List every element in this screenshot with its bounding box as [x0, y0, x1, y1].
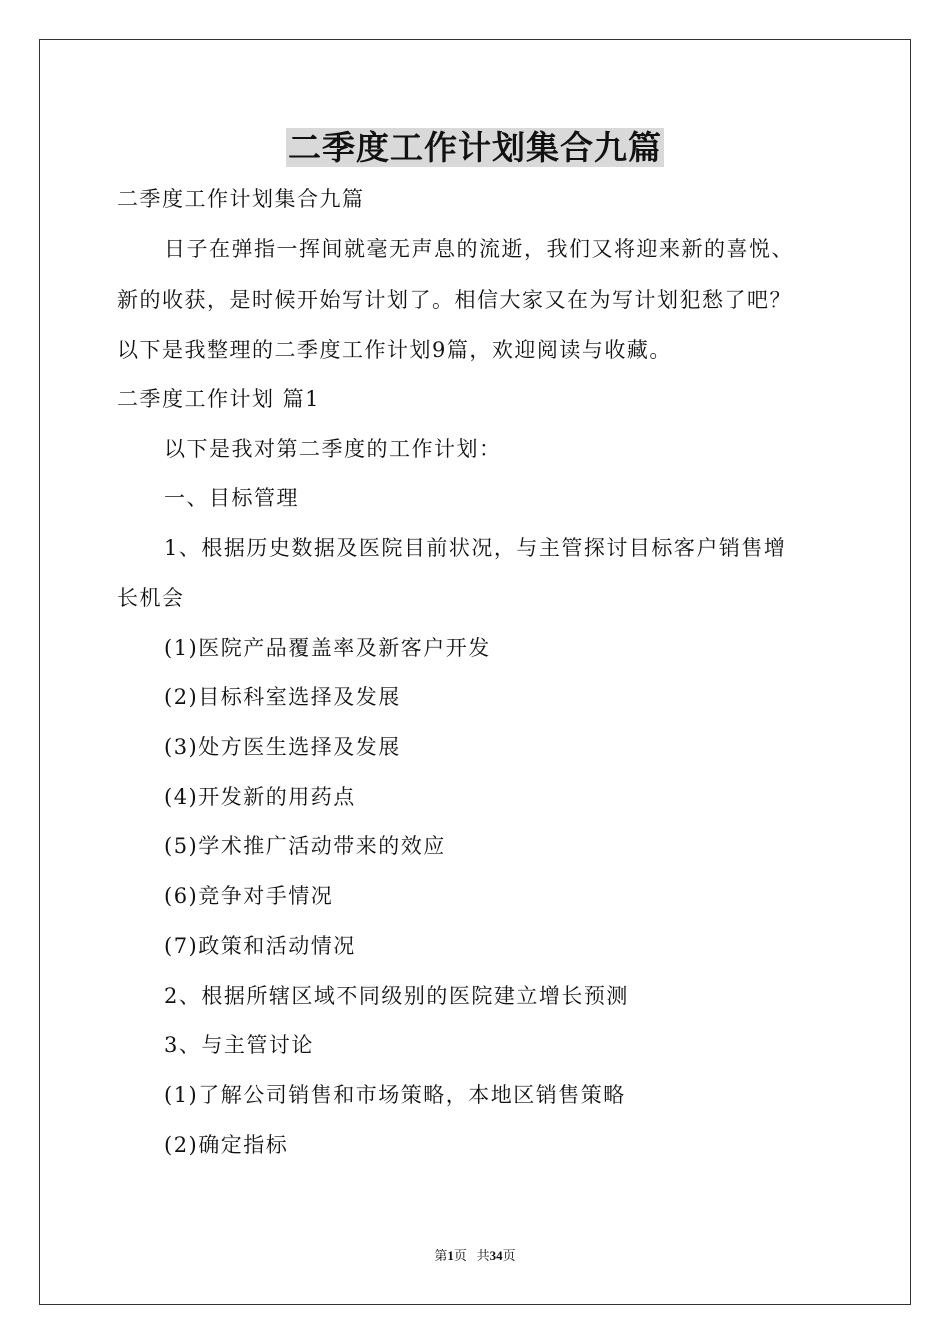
footer-page-unit: 页 — [453, 1248, 467, 1263]
paragraph-line: 日子在弹指一挥间就毫无声息的流逝，我们又将迎来新的喜悦、 — [164, 237, 794, 261]
section-heading: 一、目标管理 — [164, 486, 299, 510]
list-item: (1)了解公司销售和市场策略，本地区销售策略 — [164, 1083, 626, 1107]
list-item: (3)处方医生选择及发展 — [164, 735, 401, 759]
list-item: (5)学术推广活动带来的效应 — [164, 834, 446, 858]
footer-total-unit: 页 — [502, 1248, 516, 1263]
document-title — [0, 126, 950, 170]
list-item: (1)医院产品覆盖率及新客户开发 — [164, 636, 491, 660]
footer-page-number: 1 — [447, 1248, 454, 1263]
list-item: (7)政策和活动情况 — [164, 934, 356, 958]
list-item: (6)竞争对手情况 — [164, 884, 334, 908]
list-item: (2)目标科室选择及发展 — [164, 685, 401, 709]
list-item: 1、根据历史数据及医院目前状况，与主管探讨目标客户销售增 — [164, 536, 787, 560]
paragraph-line: 新的收获，是时候开始写计划了。相信大家又在为写计划犯愁了吧？ — [117, 288, 792, 312]
list-item: 2、根据所辖区域不同级别的医院建立增长预测 — [164, 984, 629, 1008]
paragraph-line: 以下是我整理的二季度工作计划9篇，欢迎阅读与收藏。 — [117, 338, 672, 362]
footer-page-prefix: 第 — [434, 1248, 448, 1263]
paragraph-line: 以下是我对第二季度的工作计划： — [164, 437, 502, 461]
footer-total-prefix: 共 — [476, 1248, 490, 1263]
document-title-text: 二季度工作计划集合九篇 — [288, 128, 662, 167]
footer-total-pages: 34 — [489, 1248, 503, 1263]
list-item: (2)确定指标 — [164, 1133, 289, 1157]
page-footer — [0, 1246, 950, 1266]
page-border — [39, 39, 911, 1305]
list-item: 3、与主管讨论 — [164, 1033, 314, 1057]
list-item: (4)开发新的用药点 — [164, 785, 356, 809]
subtitle-line: 二季度工作计划集合九篇 — [117, 187, 365, 211]
list-item-continuation: 长机会 — [117, 586, 185, 610]
section-heading: 二季度工作计划 篇1 — [117, 387, 321, 411]
